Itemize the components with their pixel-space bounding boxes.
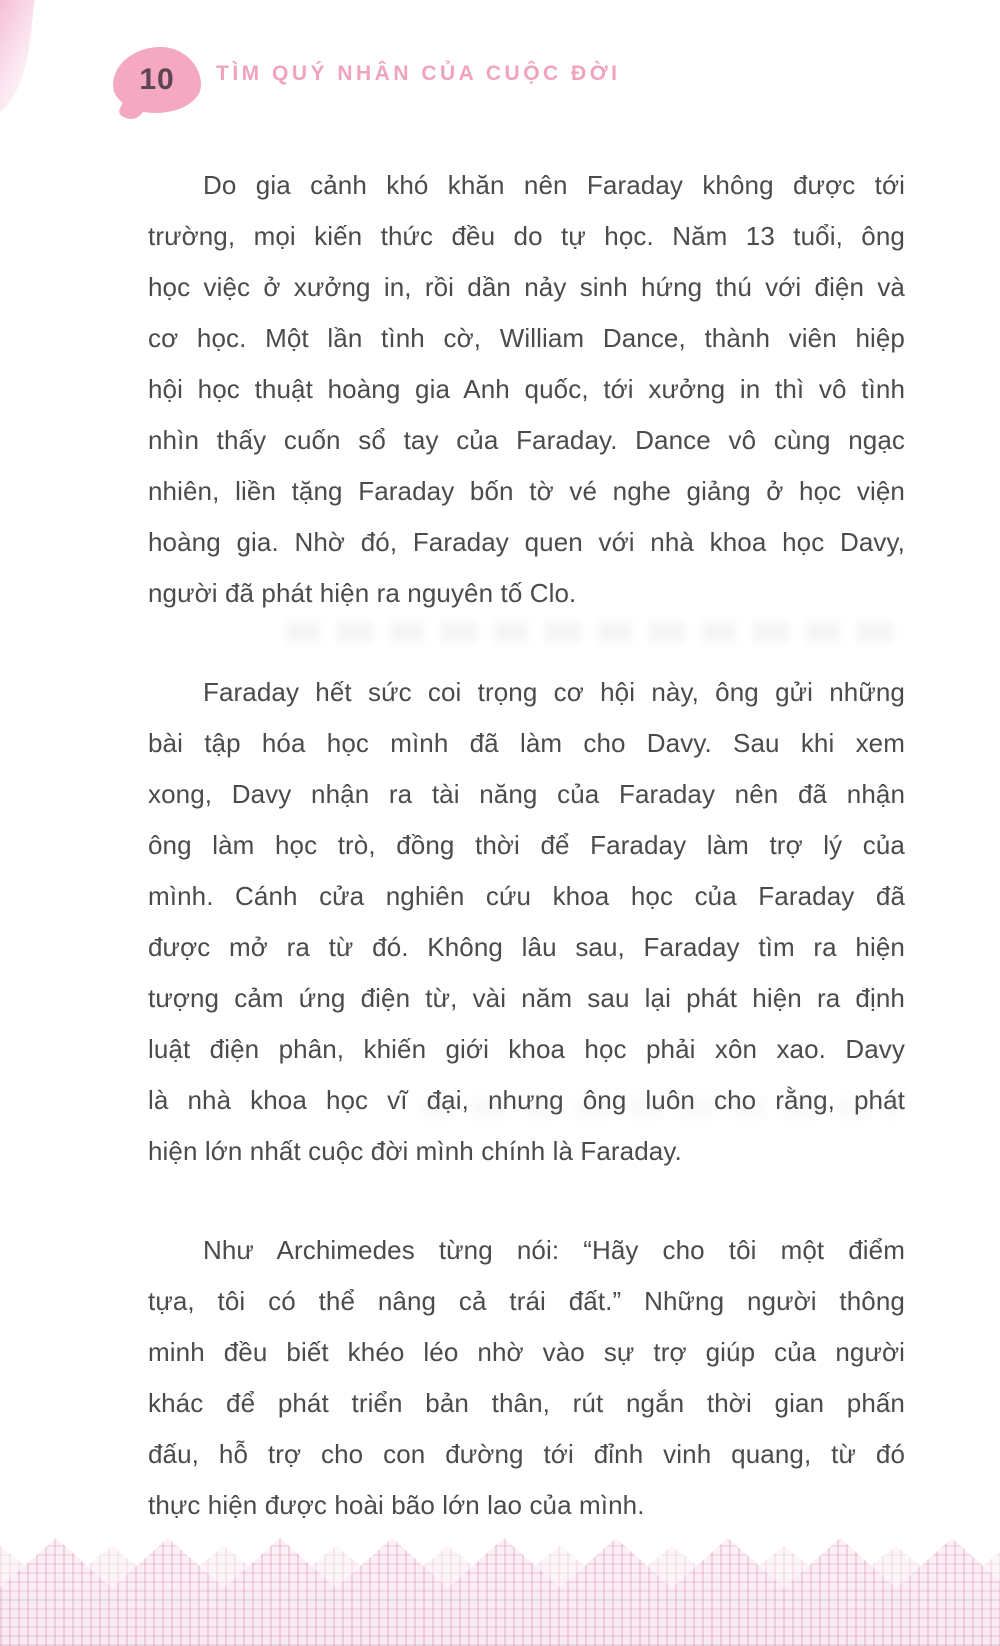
text-line: minh đều biết khéo léo nhờ vào sự trợ giúp của người — [148, 1337, 905, 1367]
plaid-triangles-front — [0, 1538, 1000, 1646]
bottom-pattern-decoration — [0, 1538, 1000, 1646]
text-line: là nhà khoa học vĩ đại, nhưng ông luôn cho rằng, phát — [148, 1085, 905, 1115]
text-line: bài tập hóa học mình đã làm cho Davy. Sau khi xem — [148, 728, 905, 758]
chapter-title: TÌM QUÝ NHÂN CỦA CUỘC ĐỜI — [216, 62, 621, 85]
text-line: nhìn thấy cuốn sổ tay của Faraday. Dance vô cùng ngạc — [148, 425, 905, 455]
text-line: người đã phát hiện ra nguyên tố Clo. — [148, 578, 577, 608]
text-line: Faraday hết sức coi trọng cơ hội này, ông gửi những — [203, 677, 905, 707]
text-line: thực hiện được hoài bão lớn lao của mình. — [148, 1490, 645, 1520]
text-line: cơ học. Một lần tình cờ, William Dance, thành viên hiệp — [148, 323, 905, 353]
text-line: được mở ra từ đó. Không lâu sau, Faraday tìm ra hiện — [148, 932, 905, 962]
text-line: luật điện phân, khiến giới khoa học phải xôn xao. Davy — [148, 1034, 905, 1064]
text-line: học việc ở xưởng in, rồi dần nảy sinh hứng thú với điện và — [148, 272, 905, 302]
text-line: khác để phát triển bản thân, rút ngắn thời gian phấn — [148, 1388, 905, 1418]
page-header — [0, 0, 1000, 130]
text-line: xong, Davy nhận ra tài năng của Faraday nên đã nhận — [148, 779, 905, 809]
page-body — [148, 160, 905, 1531]
ink-bleed-artifact — [420, 1098, 900, 1118]
paragraph — [148, 160, 905, 619]
text-line: mình. Cánh cửa nghiên cứu khoa học của Faraday đã — [148, 881, 905, 911]
text-line: tượng cảm ứng điện từ, vài năm sau lại phát hiện ra định — [148, 983, 905, 1013]
text-line: đấu, hỗ trợ cho con đường tới đỉnh vinh quang, từ đó — [148, 1439, 905, 1469]
text-line: nhiên, liền tặng Faraday bốn tờ vé nghe giảng ở học viện — [148, 476, 905, 506]
text-line: hoàng gia. Nhờ đó, Faraday quen với nhà khoa học Davy, — [148, 527, 905, 557]
page-number-badge — [113, 47, 201, 113]
text-line: hội học thuật hoàng gia Anh quốc, tới xưởng in thì vô tình — [148, 374, 905, 404]
ink-bleed-artifact — [286, 622, 902, 642]
text-line: Như Archimedes từng nói: “Hãy cho tôi một điểm — [203, 1235, 905, 1265]
text-line: trường, mọi kiến thức đều do tự học. Năm 13 tuổi, ông — [148, 221, 905, 251]
text-line: hiện lớn nhất cuộc đời mình chính là Faraday. — [148, 1136, 682, 1166]
text-line: tựa, tôi có thể nâng cả trái đất.” Những người thông — [148, 1286, 905, 1316]
text-line: ông làm học trò, đồng thời để Faraday làm trợ lý của — [148, 830, 905, 860]
paragraph — [148, 1225, 905, 1531]
text-line: Do gia cảnh khó khăn nên Faraday không được tới — [203, 170, 905, 200]
page-number: 10 — [139, 63, 175, 96]
